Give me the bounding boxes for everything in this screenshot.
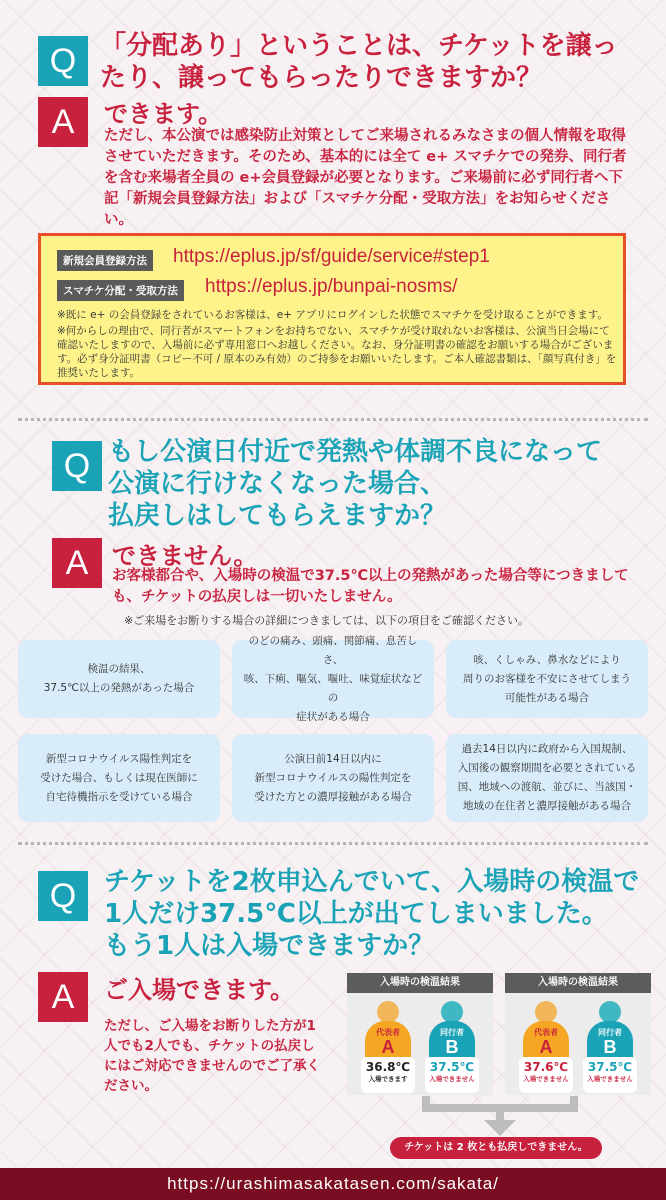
footer-url[interactable]: https://urashimasakatasen.com/sakata/ xyxy=(0,1168,666,1200)
link1-url[interactable]: https://eplus.jp/sf/guide/service#step1 xyxy=(173,246,490,267)
q1-a-badge: A xyxy=(38,97,88,147)
comp-temp-card xyxy=(425,1057,479,1093)
rep-temp-card xyxy=(361,1057,415,1093)
q2-question-line2: 公演に行けなくなった場合、 xyxy=(108,469,447,499)
comp-letter: B xyxy=(603,1037,617,1057)
link1-label: 新規会員登録方法 xyxy=(57,250,153,271)
q2-a-badge: A xyxy=(52,538,102,588)
rep-role: 代表者 xyxy=(534,1028,558,1037)
comp-letter: B xyxy=(445,1037,459,1057)
q3-answer-body: ただし、ご入場をお断りした方が1人でも2人でも、チケットの払戻しにはご対応できませんのでご了承ください。 xyxy=(104,1018,320,1094)
q2-question-line3: 払戻しはしてもらえますか？ xyxy=(108,501,447,531)
person-head xyxy=(377,1001,399,1023)
rep-letter: A xyxy=(381,1037,395,1057)
representative-figure xyxy=(365,1001,411,1061)
link2-url[interactable]: https://eplus.jp/bunpai-nosms/ xyxy=(205,276,458,297)
refusal-cell: 公演日前14日以内に 新型コロナウイルスの陽性判定を 受けた方との濃厚接触がある場合 xyxy=(232,734,434,822)
refusal-cell: 新型コロナウイルス陽性判定を 受けた場合、もしくは現在医師に 自宅待機指示を受けている場合 xyxy=(18,734,220,822)
q2-answer-title: できません。 xyxy=(112,542,258,570)
infobox-note-1: ※既に e+ の会員登録をされているお客様は、e+ アプリにログインした状態でスマチケを受け取ることができます。 xyxy=(57,309,608,321)
companion-figure xyxy=(587,1001,633,1061)
link2-label: スマチケ分配・受取方法 xyxy=(57,280,184,301)
q3-question-line3: もう1人は入場できますか？ xyxy=(104,931,435,961)
comp-status: 入場できません xyxy=(587,1075,633,1083)
comp-role: 同行者 xyxy=(598,1028,622,1037)
q3-answer-title: ご入場できます。 xyxy=(104,976,295,1004)
merge-arrow-icon xyxy=(420,1094,580,1138)
refund-note-pill: チケットは 2 枚とも払戻しできません。 xyxy=(390,1137,602,1159)
comp-status: 入場できません xyxy=(429,1075,475,1083)
q2-q-badge: Q xyxy=(52,441,102,491)
q2-question-line1: もし公演日付近で発熱や体調不良になって xyxy=(108,437,603,467)
temperature-panel xyxy=(505,973,651,1095)
rep-role: 代表者 xyxy=(376,1028,400,1037)
rep-status: 入場できます xyxy=(368,1075,408,1083)
comp-role: 同行者 xyxy=(440,1028,464,1037)
comp-temp-card xyxy=(583,1057,637,1093)
q2-answer-body: お客様都合や、入場時の検温で37.5℃以上の発熱があった場合等につきましても、チケットの払戻しは一切いたしません。 xyxy=(112,568,629,605)
q1-answer-title: できます。 xyxy=(104,100,223,128)
q3-question-line1: チケットを2枚申込んでいて、入場時の検温で xyxy=(104,867,640,897)
section-divider xyxy=(18,418,648,421)
q1-question: 「分配あり」ということは、チケットを譲ったり、譲ってもらったりできますか？ xyxy=(100,31,618,93)
refusal-note: ※ご来場をお断りする場合の詳細につきましては、以下の項目をご確認ください。 xyxy=(124,614,529,627)
person-head xyxy=(441,1001,463,1023)
temperature-panel xyxy=(347,973,493,1095)
person-head xyxy=(599,1001,621,1023)
refusal-cell: のどの痛み、頭痛、関節痛、息苦しさ、 咳、下痢、嘔気、嘔吐、味覚症状などの 症状がある場合 xyxy=(232,640,434,718)
q3-a-badge: A xyxy=(38,972,88,1022)
refusal-cell: 咳、くしゃみ、鼻水などにより 周りのお客様を不安にさせてしまう 可能性がある場合 xyxy=(446,640,648,718)
comp-temp: 37.5℃ xyxy=(429,1060,475,1074)
person-head xyxy=(535,1001,557,1023)
panel-title: 入場時の検温結果 xyxy=(347,973,493,993)
panel-title: 入場時の検温結果 xyxy=(505,973,651,993)
q3-q-badge: Q xyxy=(38,871,88,921)
companion-figure xyxy=(429,1001,475,1061)
link-info-box xyxy=(38,233,626,385)
q1-answer-body: ただし、本公演では感染防止対策としてご来場されるみなさまの個人情報を取得させていただきます。そのため、基本的には全て e+ スマチケでの発券、同行者を含む来場者全員の e+会員登録が必要となります。ご来場前に必ず同行者へ下記「新規会員登録方法」および「スマチケ分配・受取方法」をお知らせください。 xyxy=(104,128,627,228)
rep-temp-card xyxy=(519,1057,573,1093)
rep-temp: 37.6℃ xyxy=(523,1060,569,1074)
comp-temp: 37.5℃ xyxy=(587,1060,633,1074)
representative-figure xyxy=(523,1001,569,1061)
rep-temp: 36.8℃ xyxy=(365,1060,411,1074)
refusal-cell: 過去14日以内に政府から入国規制、 入国後の観察期間を必要とされている 国、地域への渡航、並びに、当該国・ 地域の在住者と濃厚接触がある場合 xyxy=(446,734,648,822)
q1-q-badge: Q xyxy=(38,36,88,86)
infobox-note-2: ※何からしの理由で、同行者がスマートフォンをお持ちでない、スマチケが受け取れないお客様は、公演当日会場にて確認いたしますので、入場前に必ず専用窓口へお越しください。なお、身分証明書の確認をお願いする場合がございます。必ず身分証明書（コピー不可 / 原本のみ有効）のご持参をお願いいたします。ご本人確認書類は、「顔写真付き」を推奨いたします。 xyxy=(57,325,617,379)
q3-question-line2: 1人だけ37.5℃以上が出てしまいました。 xyxy=(104,899,608,929)
section-divider xyxy=(18,842,648,845)
refusal-cell: 検温の結果、 37.5℃以上の発熱があった場合 xyxy=(18,640,220,718)
rep-letter: A xyxy=(539,1037,553,1057)
rep-status: 入場できません xyxy=(523,1075,569,1083)
